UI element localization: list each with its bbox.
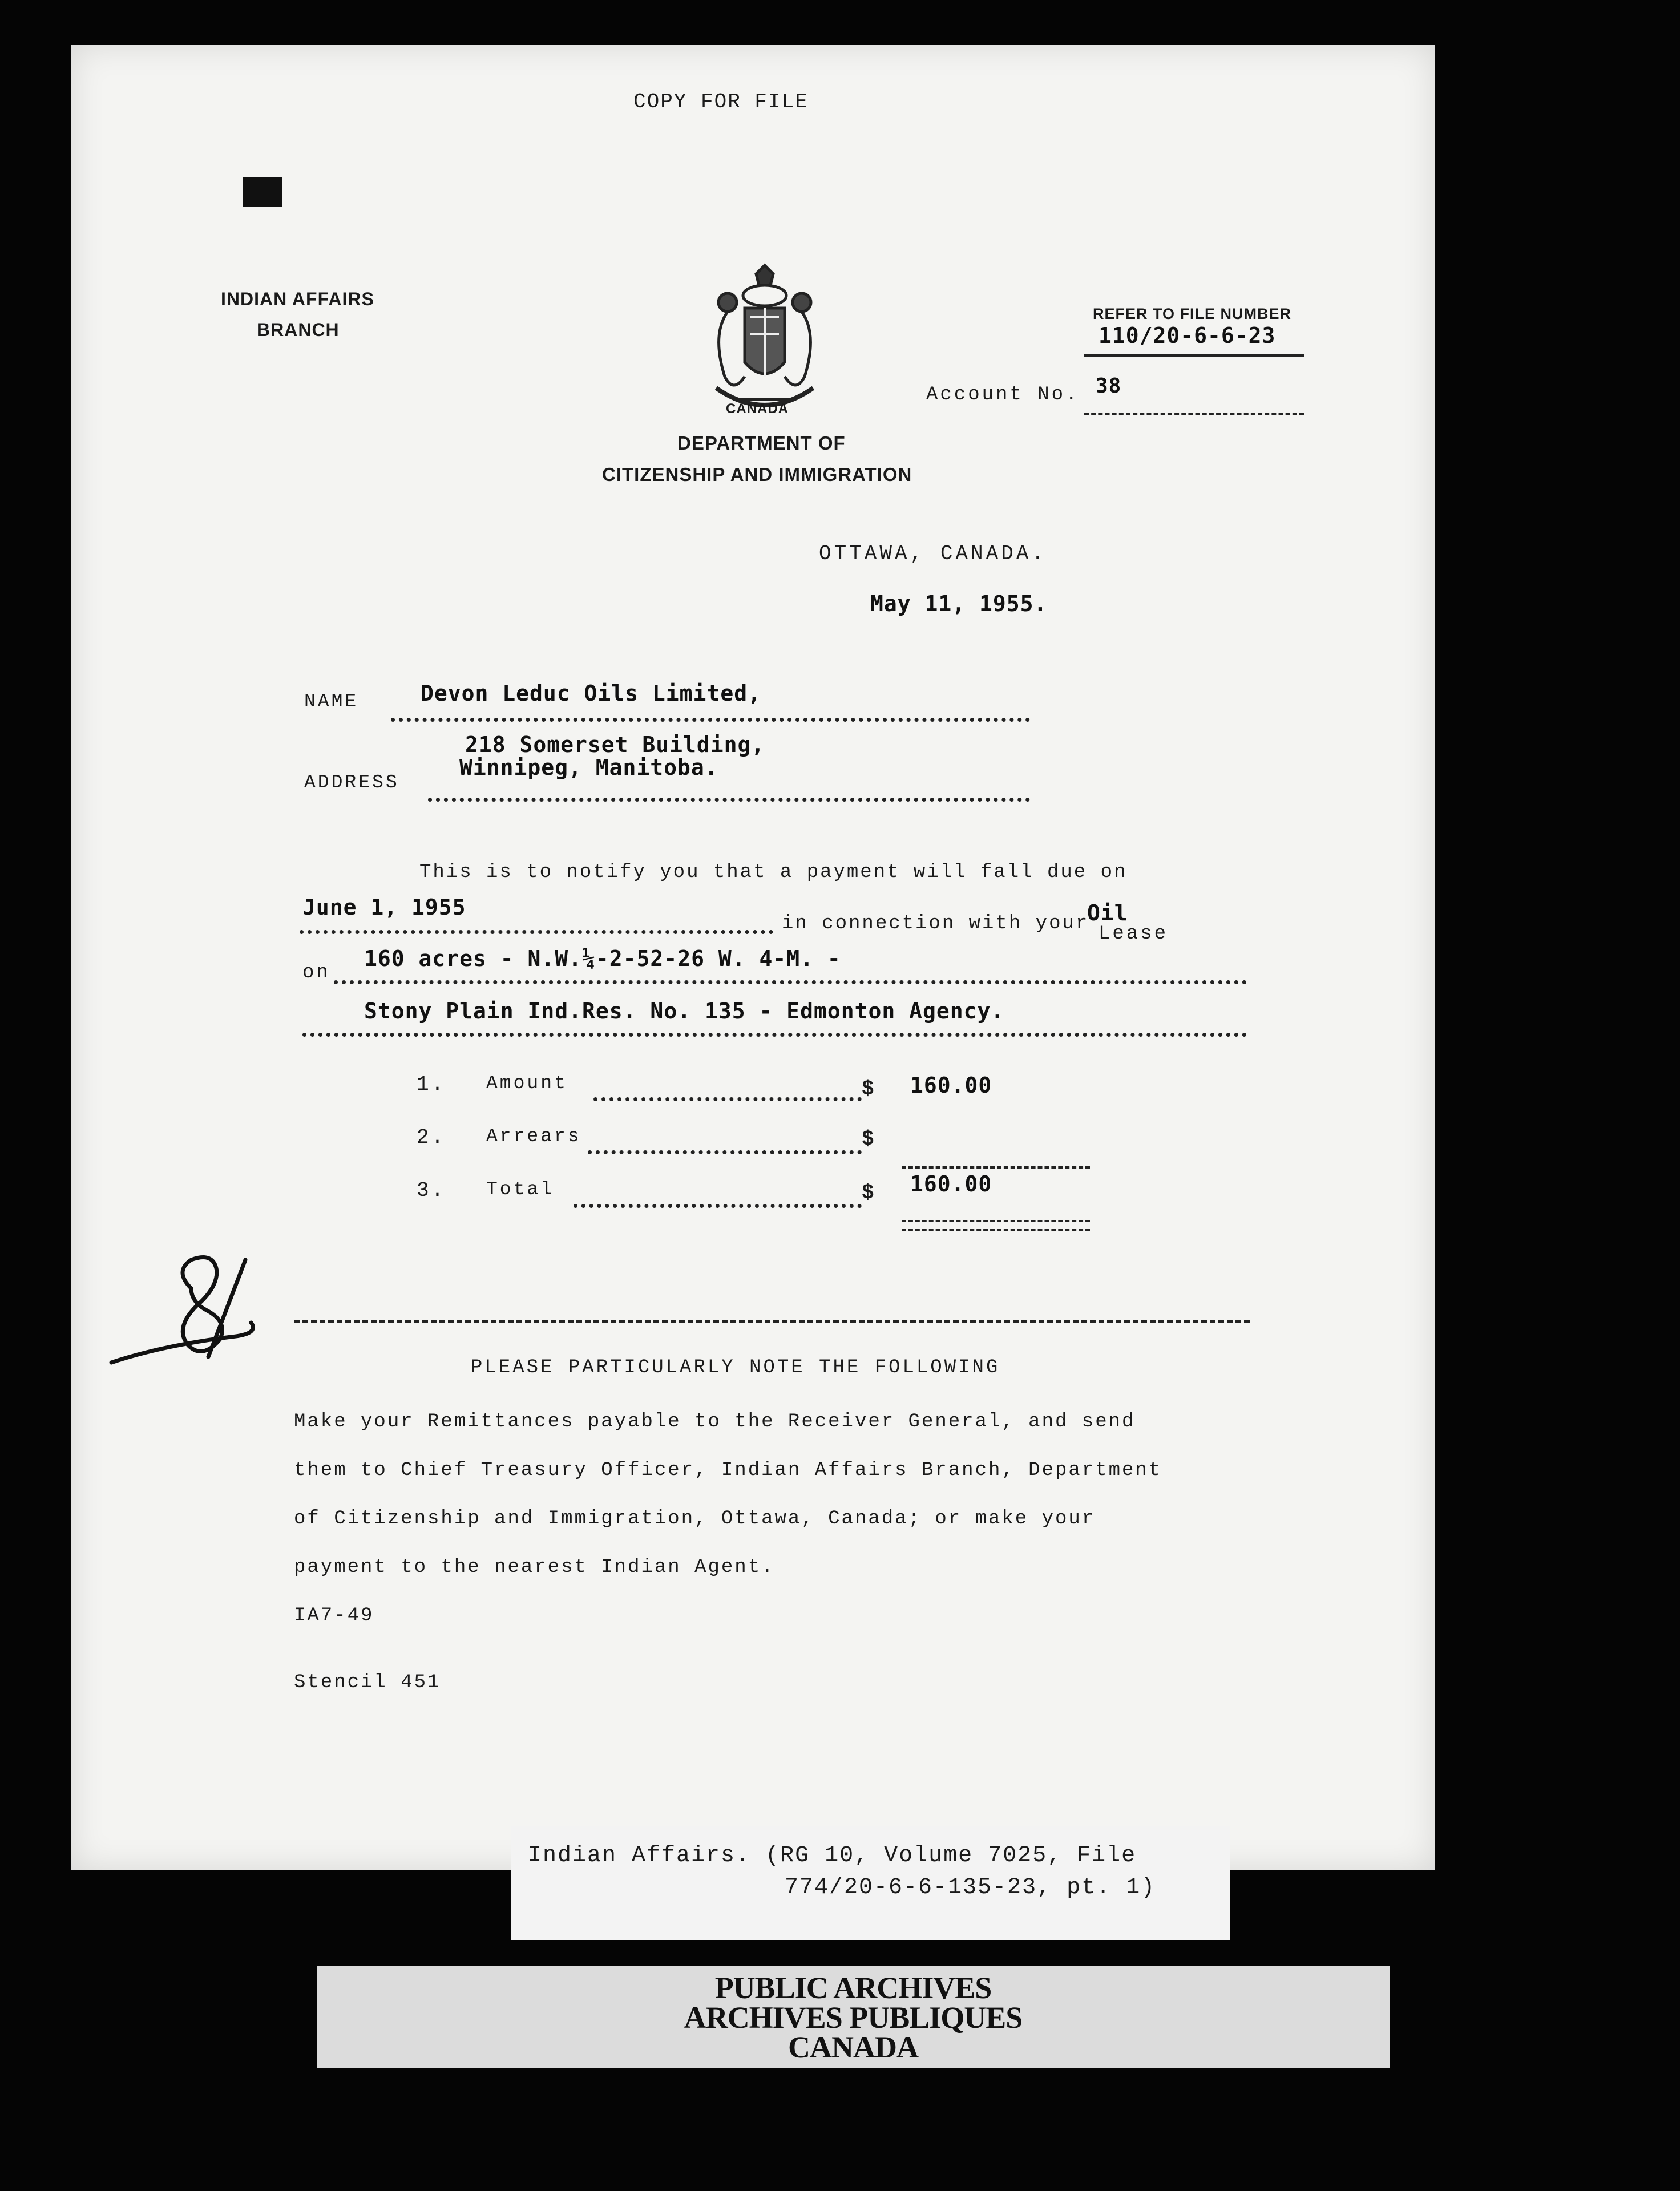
department-line2: CITIZENSHIP AND IMMIGRATION (602, 464, 912, 485)
amount-currency: $ (862, 1077, 877, 1101)
address-line2: Winnipeg, Manitoba. (459, 755, 718, 780)
total-label: Total (486, 1179, 555, 1200)
letter-page (71, 45, 1435, 1870)
total-double-underline-1 (902, 1220, 1090, 1222)
handwritten-mark-icon (106, 1248, 265, 1374)
property-line1: 160 acres - N.W.¼-2-52-26 W. 4-M. - (364, 946, 841, 971)
redaction-block (243, 177, 282, 207)
file-number: 110/20-6-6-23 (1099, 323, 1276, 348)
name-dotted-line (391, 718, 1030, 722)
letter-date: May 11, 1955. (870, 591, 1048, 616)
amount-value: 160.00 (910, 1073, 992, 1098)
branch-line2: BRANCH (257, 320, 340, 340)
stamp-line1: PUBLIC ARCHIVES (714, 1971, 992, 2005)
amount-dotted (593, 1097, 862, 1101)
stamp-line2: ARCHIVES PUBLIQUES (684, 2000, 1023, 2035)
connection-text: in connection with your (782, 913, 1089, 935)
account-label: Account No. (926, 384, 1080, 406)
copy-for-file: COPY FOR FILE (633, 90, 809, 114)
instructions-line4: payment to the nearest Indian Agent. (294, 1557, 775, 1578)
form-code: IA7-49 (294, 1605, 374, 1627)
arrears-currency: $ (862, 1127, 877, 1151)
property-line1-dotted (334, 980, 1247, 984)
arrears-dotted (588, 1150, 862, 1154)
file-number-underline (1084, 354, 1304, 357)
due-date-dotted-line (300, 930, 773, 934)
total-double-underline-2 (902, 1229, 1090, 1231)
archive-label-line2: 774/20-6-6-135-23, pt. 1) (785, 1875, 1156, 1901)
amount-label: Amount (486, 1073, 568, 1094)
address-dotted-line (428, 798, 1030, 802)
canada-label: CANADA (726, 401, 789, 417)
instructions-line2: them to Chief Treasury Officer, Indian Affairs Branch, Department (294, 1460, 1162, 1481)
account-number: 38 (1096, 374, 1122, 398)
instructions-heading: PLEASE PARTICULARLY NOTE THE FOLLOWING (471, 1357, 1000, 1379)
archive-label-line1: Indian Affairs. (RG 10, Volume 7025, File (528, 1843, 1137, 1869)
stencil-code: Stencil 451 (294, 1672, 441, 1693)
total-num: 3. (417, 1179, 446, 1202)
notice-intro: This is to notify you that a payment will fall due on (419, 862, 1128, 883)
public-archives-stamp (317, 1966, 1390, 2068)
lease-type: Oil (1087, 900, 1128, 925)
addressee-name: Devon Leduc Oils Limited, (421, 681, 761, 706)
lease-word: Lease (1099, 923, 1169, 945)
due-date: June 1, 1955 (302, 895, 466, 920)
arrears-label: Arrears (486, 1126, 581, 1147)
arrears-underline (902, 1166, 1090, 1169)
address-label: ADDRESS (304, 772, 399, 793)
name-label: NAME (304, 691, 359, 712)
archive-reference-label (511, 1826, 1230, 1940)
department-line1: DEPARTMENT OF (677, 432, 846, 454)
amount-num: 1. (417, 1073, 446, 1096)
stamp-line3: CANADA (788, 2030, 918, 2064)
refer-to-file-label: REFER TO FILE NUMBER (1093, 305, 1292, 322)
property-line2-dotted (302, 1033, 1247, 1037)
place-line: OTTAWA, CANADA. (819, 542, 1047, 565)
on-word: on (302, 962, 330, 984)
account-underline (1084, 413, 1304, 415)
arrears-num: 2. (417, 1126, 446, 1149)
total-currency: $ (862, 1181, 877, 1204)
instructions-line1: Make your Remittances payable to the Receiver General, and send (294, 1411, 1136, 1433)
separator-line (294, 1320, 1250, 1323)
instructions-line3: of Citizenship and Immigration, Ottawa, Canada; or make your (294, 1508, 1096, 1530)
property-line2: Stony Plain Ind.Res. No. 135 - Edmonton Agency. (364, 999, 1005, 1024)
address-line1: 218 Somerset Building, (465, 732, 765, 757)
total-dotted (574, 1204, 862, 1208)
total-value: 160.00 (910, 1171, 992, 1196)
branch-line1: INDIAN AFFAIRS (221, 289, 374, 309)
